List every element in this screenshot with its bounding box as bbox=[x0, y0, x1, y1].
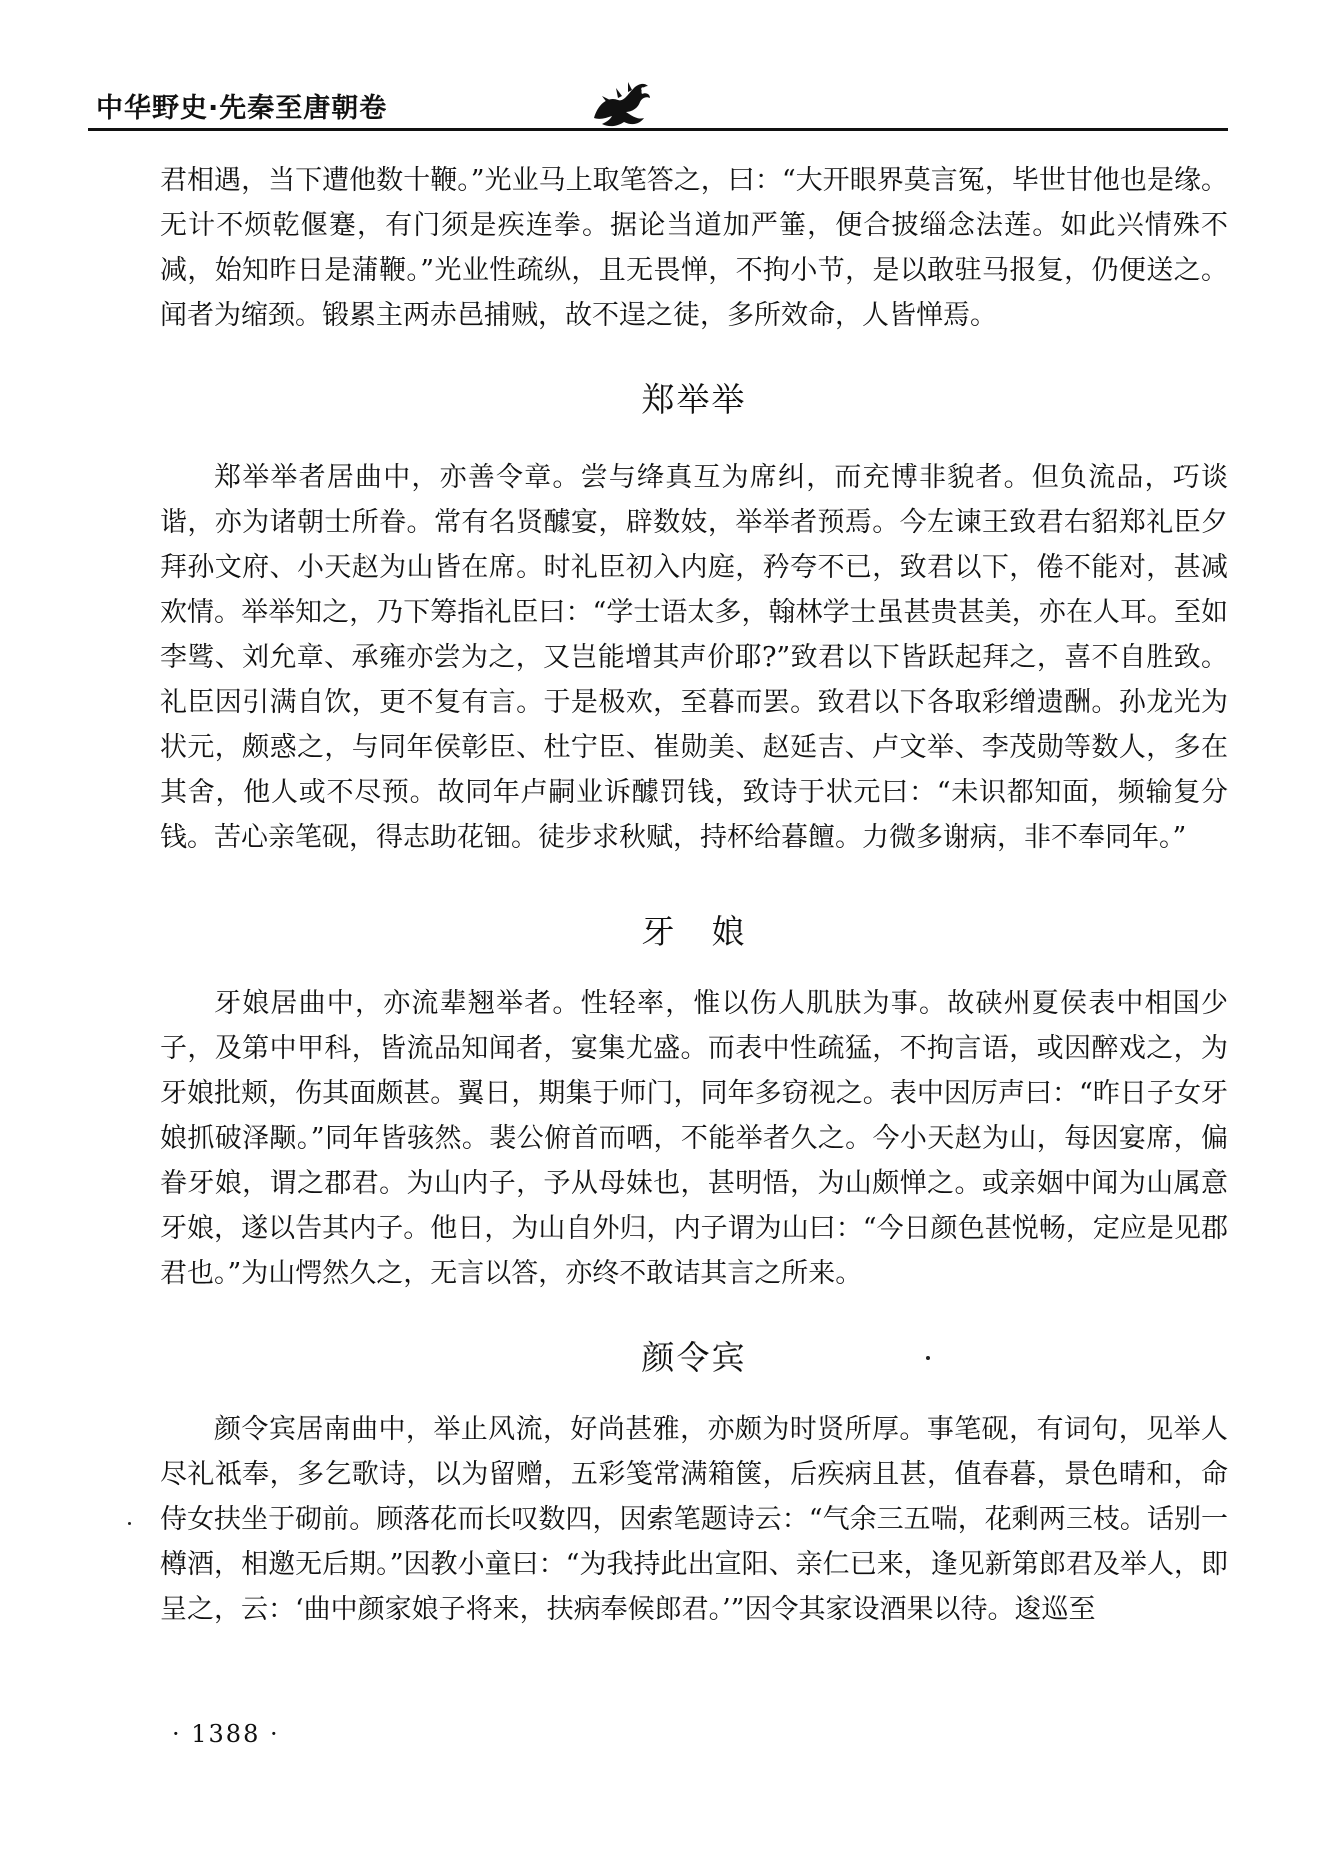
paragraph-yan-lingbin: 颜令宾居南曲中，举止风流，好尚甚雅，亦颇为时贤所厚。事笔砚，有词句，见举人尽礼祗奉，多乞歌诗，以为留赠，五彩笺常满箱箧，后疾病且甚，值春暮，景色晴和，命侍女扶坐于砌前。顾落花而长叹数四，因索笔题诗云：“气余三五喘，花剩两三枝。话别一樽酒，相邀无后期。”因教小童曰：“为我持此出宣阳、亲仁已来，逢见新第郎君及举人，即呈之，云：‘曲中颜家娘子将来，扶病奉候郎君。’”因令其家设酒果以待。逡巡至 bbox=[160, 1414, 1228, 1625]
section-title-zheng-juju: 郑举举 bbox=[641, 380, 747, 419]
page-number: · 1388 · bbox=[172, 1720, 280, 1748]
scan-speck bbox=[926, 1356, 930, 1360]
section-title-ya-niang: 牙 娘 bbox=[641, 912, 747, 951]
page-header bbox=[88, 72, 1228, 138]
paragraph-ya-niang: 牙娘居曲中，亦流辈翘举者。性轻率，惟以伤人肌肤为事。故硖州夏侯表中相国少子，及第中甲科，皆流品知闻者，宴集尤盛。而表中性疏猛，不拘言语，或因醉戏之，为牙娘批颊，伤其面颇甚。翼日，期集于师门，同年多窃视之。表中因厉声曰：“昨日子女牙娘抓破泽颙。”同年皆骇然。裴公俯首而哂，不能举者久之。今小天赵为山，每因宴席，偏眷牙娘，谓之郡君。为山内子，予从母妹也，甚明悟，为山颇惮之。或亲姻中闻为山属意牙娘，遂以告其内子。他日，为山自外归，内子谓为山曰：“今日颜色甚悦畅，定应是见郡君也。”为山愕然久之，无言以答，亦终不敢诘其言之所来。 bbox=[160, 988, 1228, 1289]
page-content bbox=[160, 158, 1228, 1632]
scan-speck bbox=[128, 1522, 131, 1525]
section-title-yan-lingbin: 颜令宾 bbox=[641, 1338, 747, 1377]
continued-paragraph: 君相遇，当下遭他数十鞭。”光业马上取笔答之，曰：“大开眼界莫言冤，毕世甘他也是缘。无计不烦乾偃蹇，有门须是疾连拳。据论当道加严箠，便合披缁念法莲。如此兴情殊不减，始知昨日是蒲鞭。”光业性疏纵，且无畏惮，不拘小节，是以敢驻马报复，仍便送之。闻者为缩颈。锻累主两赤邑捕贼，故不逞之徒，多所效命，人皆惮焉。 bbox=[160, 165, 1228, 331]
header-rule bbox=[88, 128, 1228, 131]
dragon-icon bbox=[588, 74, 654, 132]
book-title: 中华野史·先秦至唐朝卷 bbox=[96, 93, 388, 124]
paragraph-zheng-juju: 郑举举者居曲中，亦善令章。尝与绛真互为席纠，而充博非貌者。但负流品，巧谈谐，亦为诸朝士所眷。常有名贤醵宴，辟数妓，举举者预焉。今左谏王致君右貂郑礼臣夕拜孙文府、小天赵为山皆在席。时礼臣初入内庭，矜夸不已，致君以下，倦不能对，甚减欢情。举举知之，乃下筹指礼臣曰：“学士语太多，翰林学士虽甚贵甚美，亦在人耳。至如李骘、刘允章、承雍亦尝为之，又岂能增其声价耶?”致君以下皆跃起拜之，喜不自胜致。礼臣因引满自饮，更不复有言。于是极欢，至暮而罢。致君以下各取彩缯遗酬。孙龙光为状元，颇惑之，与同年侯彰臣、杜宁臣、崔勋美、赵延吉、卢文举、李茂勋等数人，多在其舍，他人或不尽预。故同年卢嗣业诉醵罚钱，致诗于状元曰：“未识都知面，频输复分钱。苦心亲笔砚，得志助花钿。徒步求秋赋，持杯给暮饘。力微多谢病，非不奉同年。” bbox=[160, 462, 1228, 853]
